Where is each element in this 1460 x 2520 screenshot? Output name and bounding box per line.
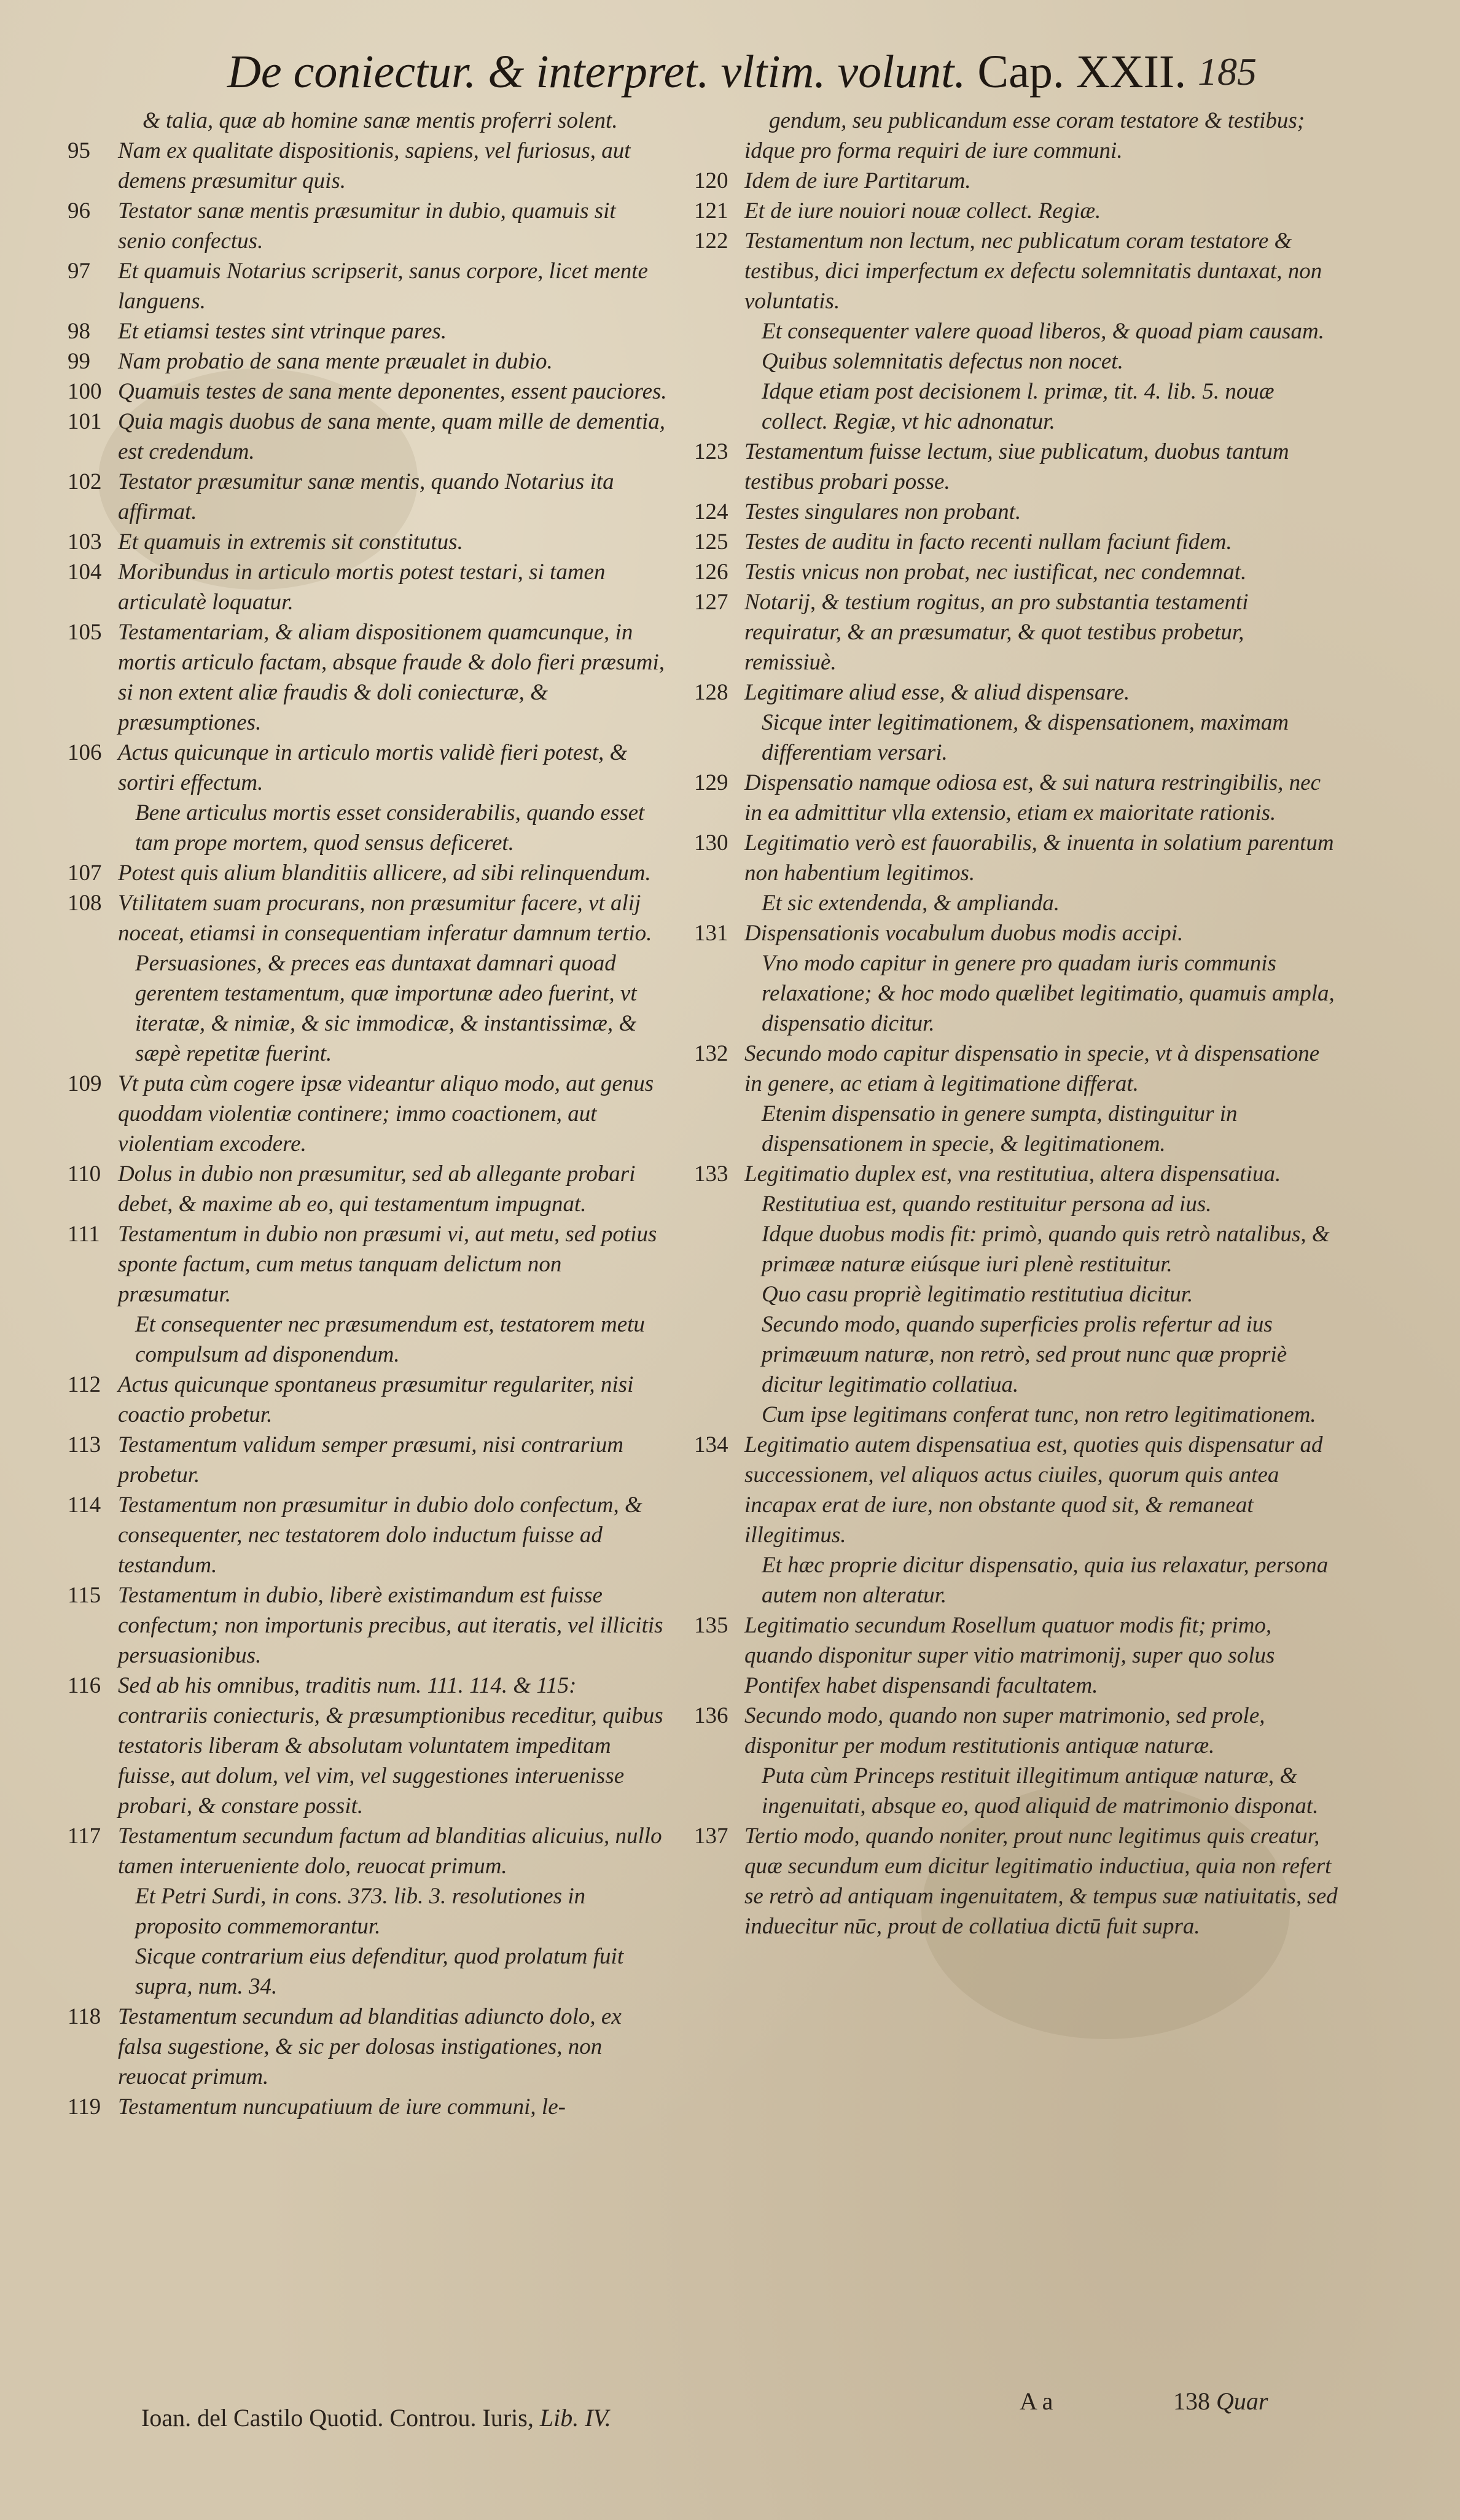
summary-entry-121 <box>694 196 1339 226</box>
summary-continuation <box>694 1550 1339 1610</box>
entry-text: Et de iure nouiori nouæ collect. Regiæ. <box>744 198 1101 224</box>
entry-number: 130 <box>694 830 728 856</box>
summary-entry-104 <box>68 557 669 617</box>
catchword-text: Quar <box>1216 2387 1268 2415</box>
entry-number: 110 <box>68 1161 101 1187</box>
entry-number: 100 <box>68 379 102 404</box>
entry-number: 128 <box>694 680 728 705</box>
summary-entry-134 <box>694 1430 1339 1550</box>
summary-entry-130 <box>694 828 1339 888</box>
entry-text: Testamentum in dubio non præsumi vi, aut metu, sed potius sponte factum, cum metus tanquam delictum non præsumatur. <box>118 1222 657 1307</box>
summary-entry-100 <box>68 376 669 407</box>
summary-continuation <box>694 1309 1339 1400</box>
entry-text: Notarij, & testium rogitus, an pro substantia testamenti requiratur, & an præsumatur, & quot testibus probetur, remissiuè. <box>744 590 1249 675</box>
entry-text: Nam probatio de sana mente præualet in dubio. <box>118 349 553 374</box>
entry-number: 123 <box>694 439 728 464</box>
chapter-label: Cap. XXII. <box>977 46 1187 98</box>
entry-number: 105 <box>68 620 102 645</box>
entry-text: Secundo modo, quando non super matrimonio, sed prole, disponitur per modum restitutionis antiquæ naturæ. <box>744 1703 1265 1758</box>
entry-text: Tertio modo, quando noniter, prout nunc legitimus quis creatur, quæ secundum eum dicitur legitimatio inductiua, quia non refert se retrò ad antiquam ingenuitatem, & tempus suæ natiuitatis, sed induecitur nūc, prout de collatiua dictū fuit supra. <box>744 1824 1338 1939</box>
entry-text: Quia magis duobus de sana mente, quam mille de dementia, est credendum. <box>118 409 665 464</box>
summary-continuation <box>694 888 1339 918</box>
entry-text: Secundo modo, quando superficies prolis refertur ad ius primæuum naturæ, non retrò, sed prout nunc quæ propriè dicitur legitimatio collatiua. <box>762 1312 1287 1397</box>
entry-text: Testes de auditu in facto recenti nullam faciunt fidem. <box>744 529 1232 555</box>
summary-continuation <box>694 1099 1339 1159</box>
entry-number: 107 <box>68 860 102 886</box>
summary-entry-101 <box>68 407 669 467</box>
entry-number: 101 <box>68 409 102 434</box>
entry-number: 106 <box>68 740 102 765</box>
summary-entry-112 <box>68 1370 669 1430</box>
summary-entry-106 <box>68 738 669 798</box>
left-column <box>68 106 669 2397</box>
summary-continuation <box>694 1189 1339 1219</box>
entry-number: 114 <box>68 1492 101 1518</box>
footer-author: Ioan. del Castilo Quotid. Controu. Iuris, <box>141 2404 534 2432</box>
entry-number: 117 <box>68 1824 101 1849</box>
entry-text: Legitimatio duplex est, vna restitutiua, altera dispensatiua. <box>744 1161 1281 1187</box>
summary-entry-122 <box>694 226 1339 316</box>
entry-text: Bene articulus mortis esset considerabilis, quando esset tam prope mortem, quod sensus deficeret. <box>135 800 645 856</box>
entry-number: 103 <box>68 529 102 555</box>
entry-number: 96 <box>68 198 90 224</box>
entry-text: Dispensatio namque odiosa est, & sui natura restringibilis, nec in ea admittitur vlla extensio, etiam ex maioritate rationis. <box>744 770 1321 825</box>
summary-entry-99 <box>68 346 669 376</box>
entry-number: 124 <box>694 499 728 525</box>
entry-text: Etenim dispensatio in genere sumpta, distinguitur in dispensationem in specie, & legitimationem. <box>762 1101 1238 1157</box>
summary-continuation <box>68 948 669 1069</box>
entry-text: Legitimare aliud esse, & aliud dispensare. <box>744 680 1130 705</box>
entry-text: Idem de iure Partitarum. <box>744 168 971 193</box>
summary-continuation <box>68 106 669 136</box>
entry-text: Vtilitatem suam procurans, non præsumitur facere, vt alij noceat, etiamsi in consequentiam inferatur damnum tertio. <box>118 891 652 946</box>
running-header <box>227 44 1271 99</box>
entry-text: Quamuis testes de sana mente deponentes, essent pauciores. <box>118 379 667 404</box>
entry-text: Testamentum fuisse lectum, siue publicatum, duobus tantum testibus probari posse. <box>744 439 1289 494</box>
summary-entry-120 <box>694 166 1339 196</box>
footer-author-line <box>141 2403 676 2433</box>
summary-entry-111 <box>68 1219 669 1309</box>
summary-entry-118 <box>68 2002 669 2092</box>
summary-continuation <box>694 948 1339 1039</box>
entry-text: Testamentum in dubio, liberè existimandum est fuisse confectum; non importunis precibus, aut iteratis, vel illicitis persuasionibus. <box>118 1583 663 1668</box>
entry-text: Dolus in dubio non præsumitur, sed ab allegante probari debet, & maxime ab eo, qui testamentum impugnat. <box>118 1161 636 1217</box>
entry-text: Et quamuis Notarius scripserit, sanus corpore, licet mente languens. <box>118 259 648 314</box>
entry-number: 97 <box>68 259 90 284</box>
summary-continuation <box>694 1279 1339 1309</box>
entry-number: 118 <box>68 2004 101 2029</box>
entry-text: Testes singulares non probant. <box>744 499 1021 525</box>
entry-number: 125 <box>694 529 728 555</box>
entry-number: 137 <box>694 1824 728 1849</box>
summary-continuation <box>694 346 1339 376</box>
entry-number: 131 <box>694 921 728 946</box>
summary-entry-132 <box>694 1039 1339 1099</box>
summary-entry-136 <box>694 1701 1339 1761</box>
summary-continuation <box>694 376 1339 437</box>
entry-text: Quibus solemnitatis defectus non nocet. <box>762 349 1123 374</box>
entry-number: 109 <box>68 1071 102 1096</box>
summary-entry-98 <box>68 316 669 346</box>
entry-text: Moribundus in articulo mortis potest testari, si tamen articulatè loquatur. <box>118 560 606 615</box>
summary-continuation <box>68 798 669 858</box>
footer-book: Lib. IV. <box>539 2404 611 2432</box>
entry-text: Testamentariam, & aliam dispositionem quamcunque, in mortis articulo factam, absque fraude & dolo fieri præsumi, si non extent aliæ fraudis & doli coniecturæ, & præsumptiones. <box>118 620 665 735</box>
entry-text: Actus quicunque in articulo mortis validè fieri potest, & sortiri effectum. <box>118 740 628 795</box>
summary-entry-137 <box>694 1821 1339 1941</box>
entry-number: 111 <box>68 1222 100 1247</box>
summary-entry-133 <box>694 1159 1339 1189</box>
entry-text: Testamentum secundum ad blanditias adiuncto dolo, ex falsa sugestione, & sic per dolosas instigationes, non reuocat primum. <box>118 2004 622 2089</box>
summary-continuation <box>694 1400 1339 1430</box>
summary-entry-108 <box>68 888 669 948</box>
summary-entry-126 <box>694 557 1339 587</box>
summary-entry-107 <box>68 858 669 888</box>
summary-entry-96 <box>68 196 669 256</box>
summary-entry-113 <box>68 1430 669 1490</box>
entry-number: 98 <box>68 319 90 344</box>
summary-continuation <box>694 316 1339 346</box>
entry-number: 95 <box>68 138 90 163</box>
entry-text: Et consequenter nec præsumendum est, testatorem metu compulsum ad disponendum. <box>135 1312 645 1367</box>
summary-continuation <box>694 1219 1339 1279</box>
entry-number: 134 <box>694 1432 728 1457</box>
entry-text: Et hæc proprie dicitur dispensatio, quia ius relaxatur, persona autem non alteratur. <box>762 1553 1329 1608</box>
entry-text: Testator præsumitur sanæ mentis, quando Notarius ita affirmat. <box>118 469 614 525</box>
entry-text: Et Petri Surdi, in cons. 373. lib. 3. resolutiones in proposito commemorantur. <box>135 1884 586 1939</box>
entry-number: 126 <box>694 560 728 585</box>
running-title: De coniectur. & interpret. vltim. volunt. <box>227 46 966 98</box>
summary-entry-117 <box>68 1821 669 1881</box>
entry-text: Testamentum secundum factum ad blanditias alicuius, nullo tamen interueniente dolo, reuocat primum. <box>118 1824 662 1879</box>
summary-continuation <box>694 106 1339 166</box>
entry-text: Testator sanæ mentis præsumitur in dubio, quamuis sit senio confectus. <box>118 198 616 254</box>
entry-text: Dispensationis vocabulum duobus modis accipi. <box>744 921 1184 946</box>
entry-number: 121 <box>694 198 728 224</box>
entry-text: Legitimatio secundum Rosellum quatuor modis fit; primo, quando disponitur super vitio matrimonij, super quo solus Pontifex habet dispensandi facultatem. <box>744 1613 1275 1698</box>
entry-text: Et etiamsi testes sint vtrinque pares. <box>118 319 447 344</box>
entry-text: Testamentum non præsumitur in dubio dolo confectum, & consequenter, nec testatorem dolo inductum fuisse ad testandum. <box>118 1492 642 1578</box>
entry-number: 127 <box>694 590 728 615</box>
summary-entry-125 <box>694 527 1339 557</box>
entry-number: 113 <box>68 1432 101 1457</box>
entry-number: 99 <box>68 349 90 374</box>
entry-text: Et sic extendenda, & amplianda. <box>762 891 1060 916</box>
signature-mark: A a <box>1020 2387 1053 2415</box>
entry-number: 119 <box>68 2094 101 2120</box>
entry-text: Restitutiua est, quando restituitur persona ad ius. <box>762 1192 1212 1217</box>
entry-text: Secundo modo capitur dispensatio in specie, vt à dispensatione in genere, ac etiam à legitimatione differat. <box>744 1041 1320 1096</box>
entry-text: Puta cùm Princeps restituit illegitimum antiquæ naturæ, & ingenuitati, absque eo, quod aliquid de matrimonio disponat. <box>762 1763 1319 1819</box>
entry-text: Legitimatio verò est fauorabilis, & inuenta in solatium parentum non habentium legitimos. <box>744 830 1334 886</box>
entry-text: Idque etiam post decisionem l. primæ, tit. 4. lib. 5. nouæ collect. Regiæ, vt hic adnonatur. <box>762 379 1275 434</box>
entry-number: 136 <box>694 1703 728 1728</box>
summary-entry-102 <box>68 467 669 527</box>
entry-text: Sed ab his omnibus, traditis num. 111. 114. & 115: contrariis coniecturis, & præsumptionibus receditur, quibus testatoris liberam & absolutam voluntatem impeditam fuisse, aut dolum, vel vim, vel suggestiones interuenisse probari, & constare possit. <box>118 1673 663 1819</box>
entry-text: & talia, quæ ab homine sanæ mentis proferri solent. <box>142 108 618 133</box>
summary-entry-103 <box>68 527 669 557</box>
entry-number: 120 <box>694 168 728 193</box>
entry-number: 133 <box>694 1161 728 1187</box>
entry-number: 102 <box>68 469 102 494</box>
summary-continuation <box>694 1761 1339 1821</box>
entry-text: Testamentum non lectum, nec publicatum coram testatore & testibus, dici imperfectum ex defectu solemnitatis duntaxat, non voluntatis. <box>744 228 1322 314</box>
entry-text: Potest quis alium blanditiis allicere, ad sibi relinquendum. <box>118 860 651 886</box>
entry-number: 122 <box>694 228 728 254</box>
entry-text: Sicque inter legitimationem, & dispensationem, maximam differentiam versari. <box>762 710 1289 765</box>
entry-text: Cum ipse legitimans conferat tunc, non retro legitimationem. <box>762 1402 1316 1427</box>
entry-number: 135 <box>694 1613 728 1638</box>
entry-number: 132 <box>694 1041 728 1066</box>
entry-text: gendum, seu publicandum esse coram testatore & testibus; idque pro forma requiri de iure communi. <box>744 108 1305 163</box>
catchword-number: 138 <box>1173 2387 1210 2415</box>
catchword <box>1173 2386 1268 2417</box>
entry-number: 129 <box>694 770 728 795</box>
summary-entry-127 <box>694 587 1339 677</box>
entry-number: 116 <box>68 1673 101 1698</box>
page-number: 185 <box>1198 50 1257 93</box>
summary-entry-129 <box>694 768 1339 828</box>
summary-continuation <box>694 708 1339 768</box>
summary-entry-114 <box>68 1490 669 1580</box>
summary-entry-119 <box>68 2092 669 2122</box>
entry-text: Testamentum validum semper præsumi, nisi contrarium probetur. <box>118 1432 623 1488</box>
summary-entry-95 <box>68 136 669 196</box>
summary-entry-135 <box>694 1610 1339 1701</box>
summary-continuation <box>68 1941 669 2002</box>
entry-text: Et consequenter valere quoad liberos, & quoad piam causam. <box>762 319 1324 344</box>
entry-text: Actus quicunque spontaneus præsumitur regulariter, nisi coactio probetur. <box>118 1372 634 1427</box>
entry-text: Vno modo capitur in genere pro quadam iuris communis relaxatione; & hoc modo quælibet legitimatio, quamuis ampla, dispensatio dicitur. <box>762 951 1335 1036</box>
entry-text: Quo casu propriè legitimatio restitutiua dicitur. <box>762 1282 1193 1307</box>
summary-entry-123 <box>694 437 1339 497</box>
entry-text: Testis vnicus non probat, nec iustificat, nec condemnat. <box>744 560 1247 585</box>
summary-entry-116 <box>68 1671 669 1821</box>
summary-entry-131 <box>694 918 1339 948</box>
entry-text: Sicque contrarium eius defenditur, quod prolatum fuit supra, num. 34. <box>135 1944 624 1999</box>
entry-number: 112 <box>68 1372 101 1397</box>
entry-text: Vt puta cùm cogere ipsæ videantur aliquo modo, aut genus quoddam violentiæ continere; immo coactionem, aut violentiam excodere. <box>118 1071 654 1157</box>
summary-continuation <box>68 1881 669 1941</box>
summary-continuation <box>68 1309 669 1370</box>
summary-entry-109 <box>68 1069 669 1159</box>
summary-entry-105 <box>68 617 669 738</box>
summary-entry-124 <box>694 497 1339 527</box>
entry-text: Idque duobus modis fit: primò, quando quis retrò natalibus, & primææ naturæ eiúsque iuri plenè restituitur. <box>762 1222 1330 1277</box>
entry-number: 104 <box>68 560 102 585</box>
entry-text: Testamentum nuncupatiuum de iure communi, le- <box>118 2094 566 2120</box>
entry-text: Et quamuis in extremis sit constitutus. <box>118 529 463 555</box>
entry-number: 115 <box>68 1583 101 1608</box>
summary-entry-128 <box>694 677 1339 708</box>
entry-text: Persuasiones, & preces eas duntaxat damnari quoad gerentem testamentum, quæ importunæ adeo fuerint, vt iteratæ, & nimiæ, & sic immodicæ, & instantissimæ, & sæpè repetitæ fuerint. <box>135 951 637 1066</box>
entry-text: Nam ex qualitate dispositionis, sapiens, vel furiosus, aut demens præsumitur quis. <box>118 138 631 193</box>
entry-number: 108 <box>68 891 102 916</box>
right-column <box>694 106 1339 2372</box>
summary-entry-97 <box>68 256 669 316</box>
summary-entry-115 <box>68 1580 669 1671</box>
entry-text: Legitimatio autem dispensatiua est, quoties quis dispensatur ad successionem, vel aliquos actus ciuiles, quorum quis antea incapax erat de iure, non obstante quod sit, & remaneat illegitimus. <box>744 1432 1323 1548</box>
summary-entry-110 <box>68 1159 669 1219</box>
